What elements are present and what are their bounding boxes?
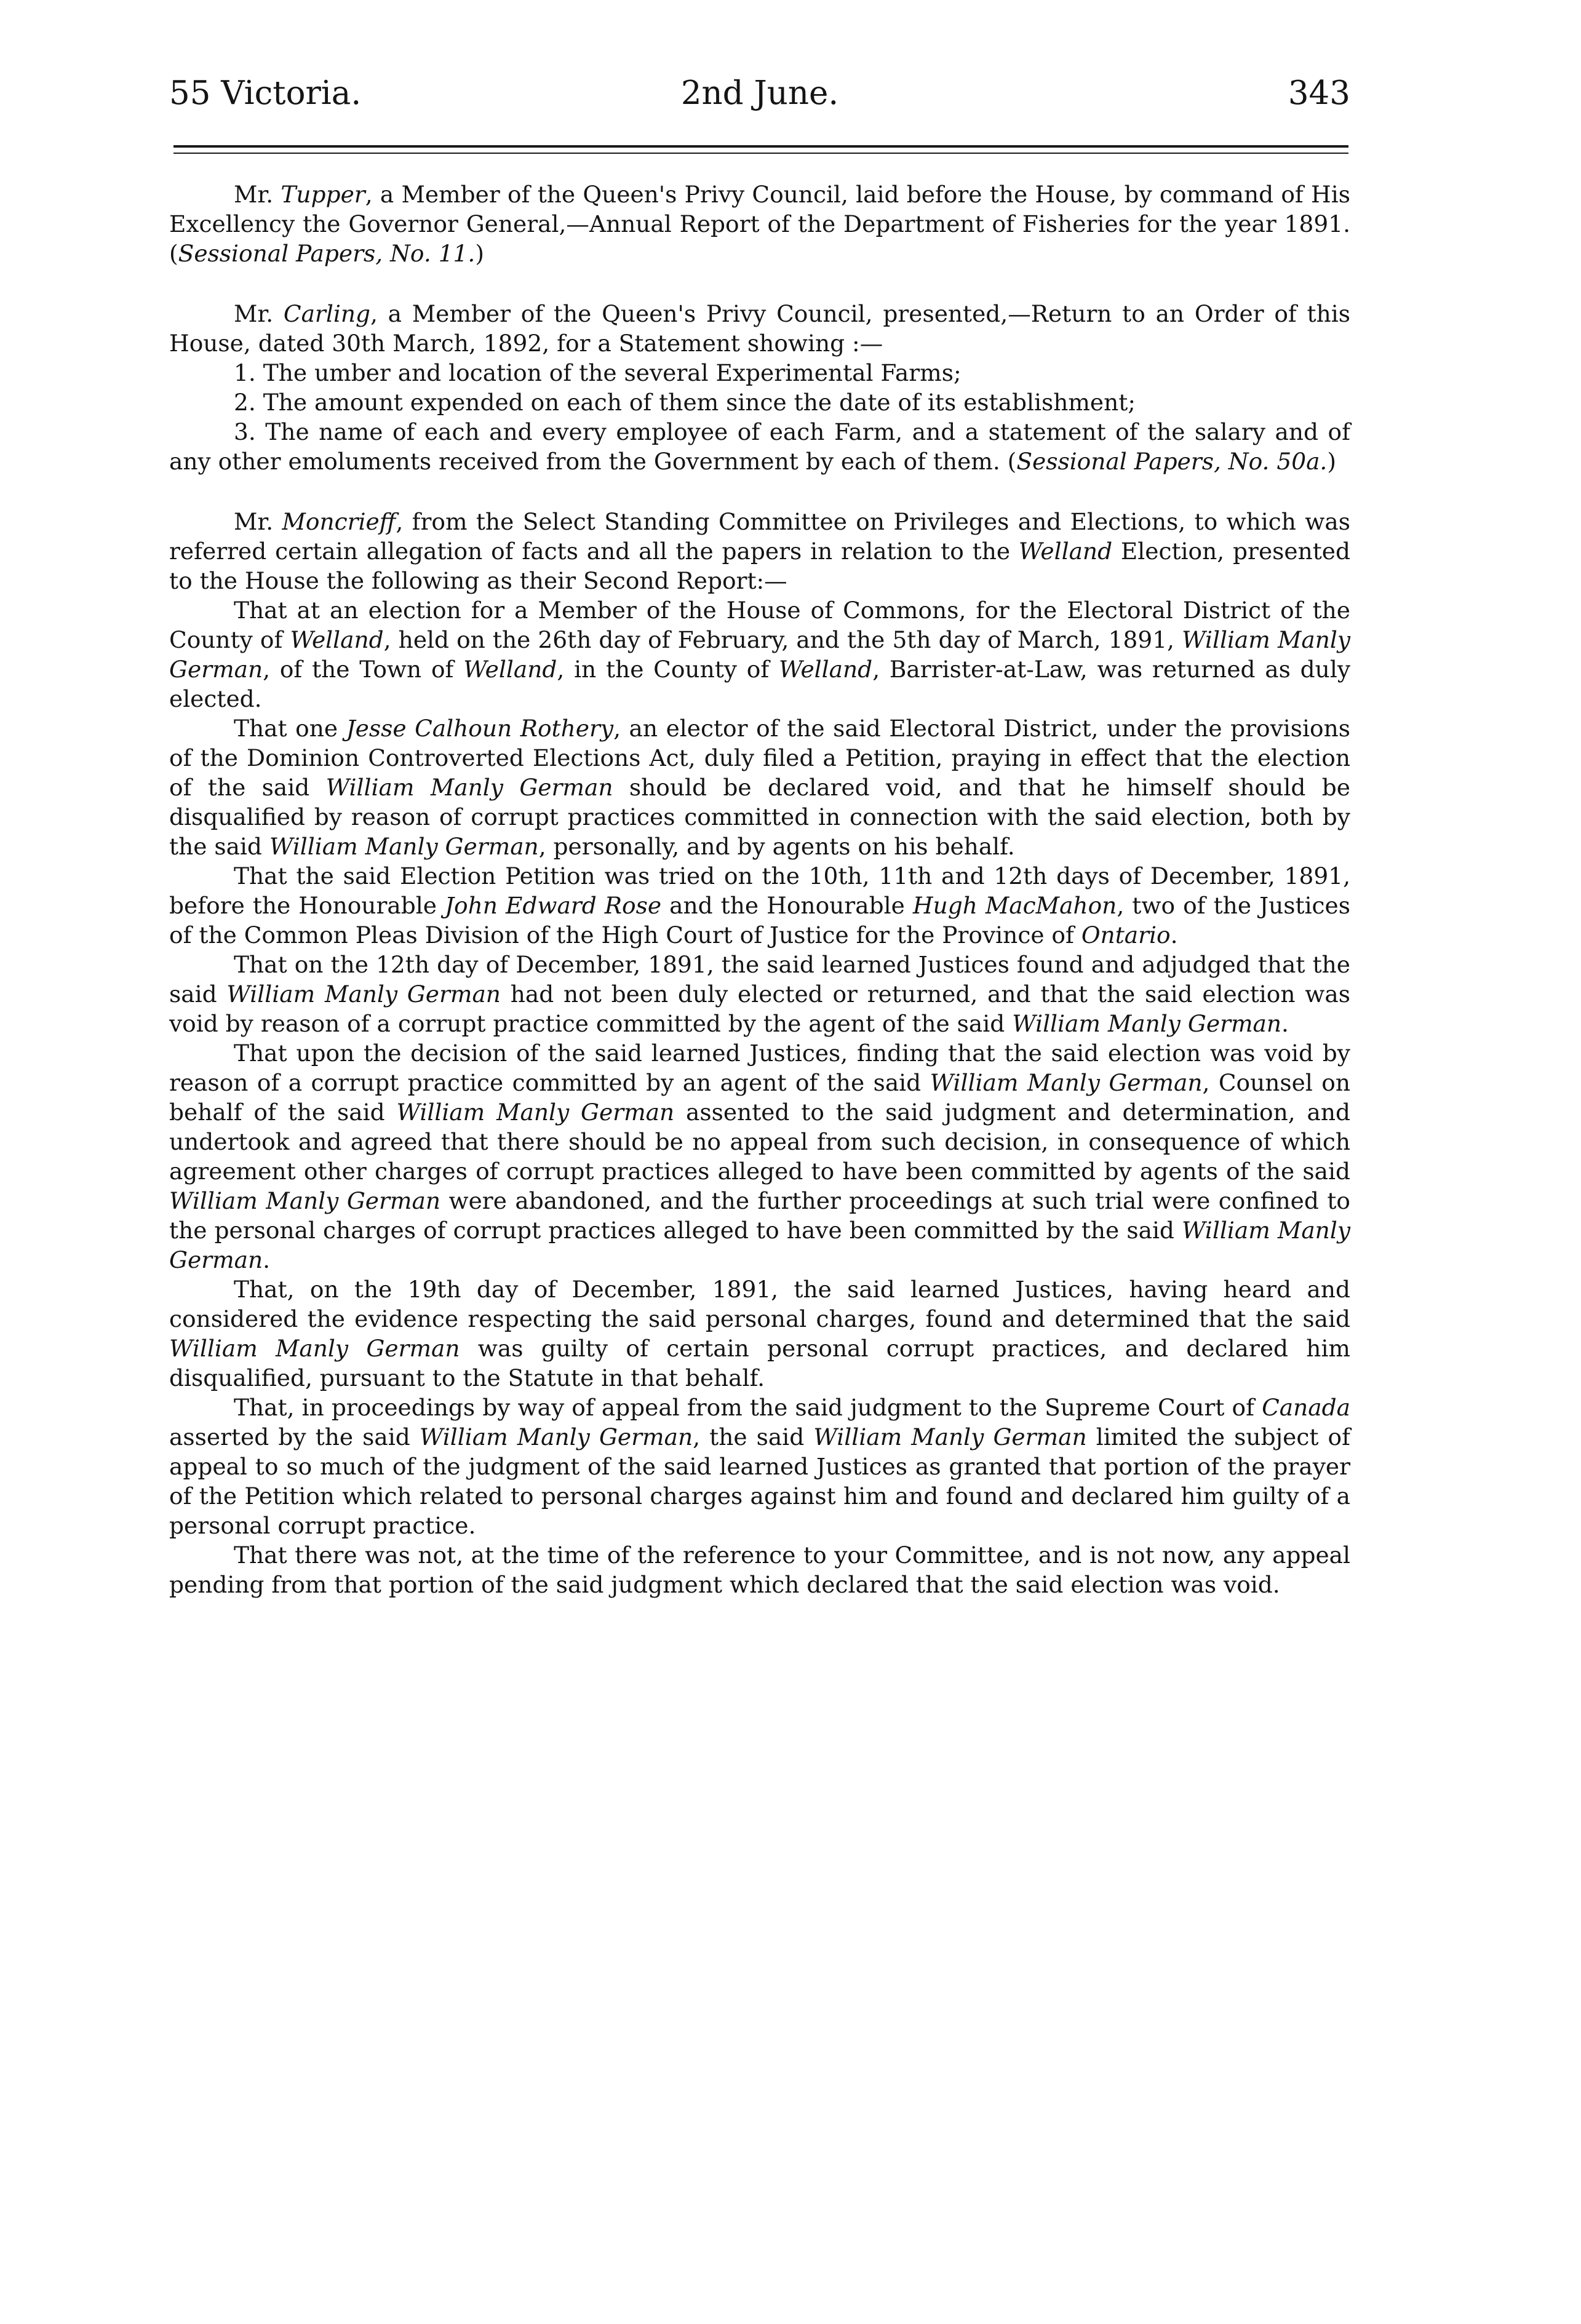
italic-name: William Manly German [226, 981, 501, 1008]
report-paragraph-8: That there was not, at the time of the reference to your Committee, and is not now, any appeal pending from that portion of the said judgment which declared that the said election was void. [169, 1542, 1350, 1598]
italic-name: William Manly German [419, 1423, 693, 1451]
entry-prefix: Mr. [234, 508, 282, 535]
italic-name: Welland [290, 626, 384, 653]
text: , two of the Justices of the Common Pleas Division of the High Court of Justice for the Province of [169, 892, 1350, 949]
text: were abandoned, and the further proceedings at such trial were confined to the personal charges of corrupt practices alleged to have been committed by the said [169, 1187, 1351, 1244]
italic-name: Hugh MacMahon [912, 892, 1117, 919]
text: , an elector of the said Electoral District, under the provisions of the Dominion Controverted Elections Act, duly filed a Petition, praying in effect that the election of the said [169, 715, 1350, 801]
moncrieff-entry [169, 507, 1350, 595]
header-rule-thin [173, 153, 1348, 154]
carling-item-3 [169, 417, 1350, 476]
italic-name: Welland [463, 656, 557, 683]
text: That at an election for a Member of the House of Commons, for the Electoral District of the County of [169, 597, 1350, 653]
italic-name: William Manly German [396, 1099, 675, 1126]
carling-item-2: 2. The amount expended on each of them since the date of its establishment; [234, 389, 1136, 416]
italic-name: William Manly German [169, 1217, 1351, 1273]
place-name: Welland [1018, 538, 1113, 565]
italic-name: Ontario [1081, 921, 1171, 949]
text: . [1281, 1010, 1289, 1037]
report-paragraph-2 [169, 714, 1350, 861]
text: asserted by the said [169, 1423, 420, 1451]
italic-name: William Manly German [325, 774, 613, 801]
entry-text: , a Member of the Queen's Privy Council, laid before the House, by command of His Excellency the Governor General,—Annual Report of the Department of Fisheries for the year 1891. ( [169, 181, 1350, 267]
text: That on the 12th day of December, 1891, the said learned Justices found and adjudged that the said [169, 951, 1350, 1008]
report-paragraph-6 [169, 1275, 1350, 1393]
italic-name: Welland [779, 656, 873, 683]
text: was guilty of certain personal corrupt practices, and declared him disqualified, pursuant to the Statute in that behalf. [169, 1335, 1350, 1391]
italic-name: William Manly German [930, 1069, 1203, 1096]
journal-body [169, 180, 1350, 1599]
entry-text: Election, presented to the House the following as their Second Report:— [169, 538, 1351, 594]
sessional-paper-ref: Sessional Papers, No. 11. [178, 240, 476, 267]
text: , held on the 26th day of February, and the 5th day of March, 1891, [383, 626, 1182, 653]
report-paragraph-5 [169, 1038, 1350, 1275]
italic-name: Canada [1262, 1394, 1350, 1421]
carling-item-1: 1. The umber and location of the several Experimental Farms; [234, 359, 962, 386]
italic-name: William Manly German [169, 1187, 440, 1214]
text: . [1170, 921, 1178, 949]
header-regnal-year: 55 Victoria. [169, 74, 362, 112]
header-date: 2nd June. [680, 74, 839, 112]
text: had not been duly elected or returned, and that the said election was void by reason of a corrupt practice committed by the agent of the said [169, 981, 1350, 1037]
text: That, in proceedings by way of appeal from the said judgment to the Supreme Court of [234, 1394, 1262, 1421]
text: That one [234, 715, 346, 742]
report-paragraph-1 [169, 595, 1350, 714]
italic-name: William Manly German [169, 1335, 460, 1362]
entry-suffix: ) [1327, 448, 1336, 475]
entry-text: , a Member of the Queen's Privy Council, presented,—Return to an Order of this House, dated 30th March, 1892, for a Statement showing :— [169, 300, 1351, 357]
text: should be declared void, and that he himself should be disqualified by reason of corrupt practices committed in connection with the said election, both by the said [169, 774, 1351, 860]
text: , the said [693, 1423, 814, 1451]
header-rule-thick [173, 145, 1348, 148]
italic-name: William Manly German [169, 626, 1351, 683]
member-name: Carling [283, 300, 370, 327]
entry-prefix: Mr. [234, 181, 281, 208]
text: and the Honourable [661, 892, 913, 919]
report-paragraph-3 [169, 861, 1350, 950]
text: That, on the 19th day of December, 1891, the said learned Justices, having heard and considered the evidence respecting the said personal charges, found and determined that the said [169, 1276, 1350, 1332]
tupper-entry [169, 180, 1350, 268]
italic-name: William Manly German [813, 1423, 1087, 1451]
text: , Barrister-at-Law, was returned as duly elected. [169, 656, 1350, 712]
sessional-paper-ref: Sessional Papers, No. 50a. [1016, 448, 1328, 475]
text: , in the County of [557, 656, 779, 683]
italic-name: John Edward Rose [445, 892, 662, 919]
text: limited the subject of appeal to so much of the judgment of the said learned Justices as granted that portion of the prayer of the Petition which related to personal charges against him and found and declared him guilty of a personal corrupt practice. [169, 1423, 1351, 1539]
text: , Counsel on behalf of the said [169, 1069, 1351, 1126]
page-header [169, 69, 1350, 118]
italic-name: William Manly German [1012, 1010, 1282, 1037]
member-name: Tupper [281, 181, 365, 208]
member-name: Moncrieff [282, 508, 396, 535]
page-number: 343 [1288, 74, 1350, 112]
entry-text: 3. The name of each and every employee of each Farm, and a statement of the salary and of any other emoluments received from the Government by each of them. ( [169, 418, 1350, 475]
italic-name: Jesse Calhoun Rothery [346, 715, 614, 742]
entry-text: , from the Select Standing Committee on Privileges and Elections, to which was referred certain allegation of facts and all the papers in relation to the [169, 508, 1350, 565]
text: , of the Town of [263, 656, 464, 683]
carling-entry [169, 299, 1350, 358]
entry-suffix: ) [475, 240, 484, 267]
italic-name: William Manly German [269, 833, 539, 860]
text: That the said Election Petition was tried on the 10th, 11th and 12th days of December, 1891, before the Honourable [169, 862, 1350, 919]
entry-prefix: Mr. [234, 300, 284, 327]
text: That upon the decision of the said learned Justices, finding that the said election was void by reason of a corrupt practice committed by an agent of the said [169, 1040, 1350, 1096]
text: , personally, and by agents on his behalf. [538, 833, 1015, 860]
report-paragraph-7 [169, 1393, 1350, 1540]
report-paragraph-4 [169, 950, 1350, 1038]
text: assented to the said judgment and determination, and undertook and agreed that there should be no appeal from such decision, in consequence of which agreement other charges of corrupt practices alleged to have been committed by agents of the said [169, 1099, 1351, 1185]
text: . [263, 1246, 271, 1273]
